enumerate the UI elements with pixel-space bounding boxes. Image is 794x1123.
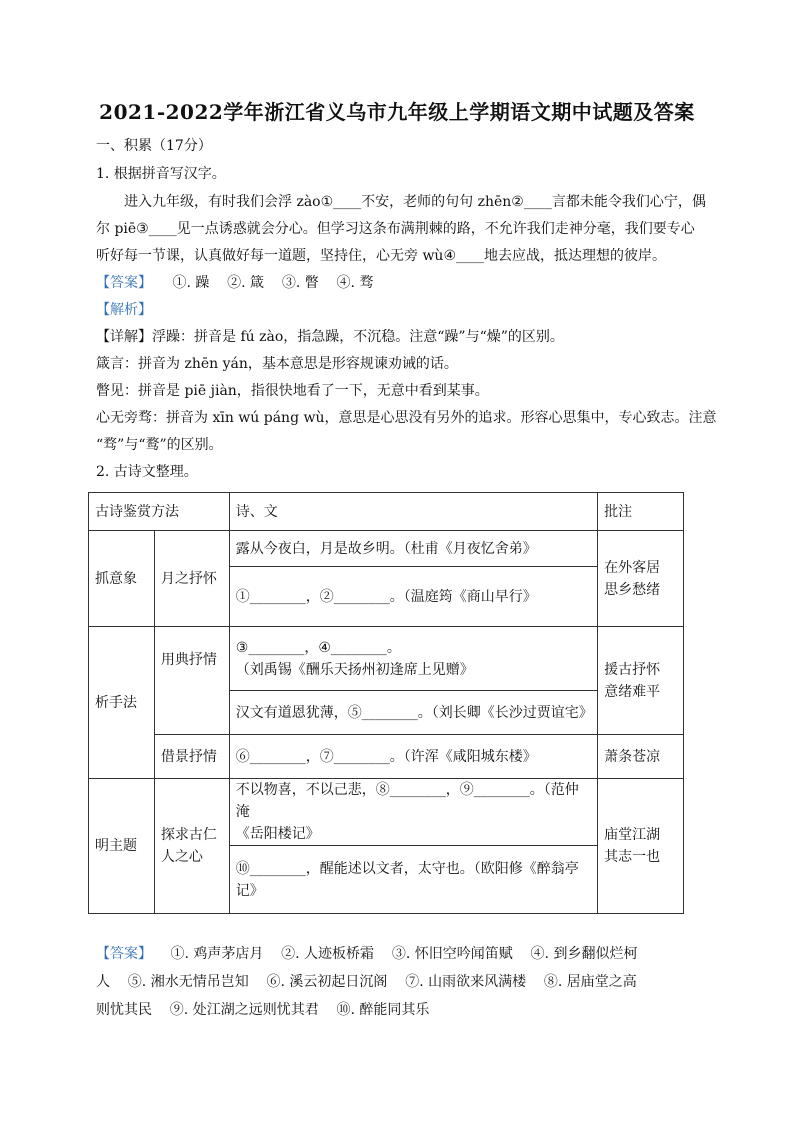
header-method: 古诗鉴赏方法	[89, 493, 230, 531]
note-line: 意绪难平	[604, 683, 661, 700]
answer-row	[96, 273, 373, 293]
note-line: 援古抒怀	[604, 661, 661, 678]
detail-row-1	[96, 327, 564, 347]
method-cell: 明主题	[89, 779, 155, 914]
answer-tag: 【答案】	[96, 275, 152, 291]
q2-answer-row-1	[96, 944, 637, 964]
detail-text-4b: “骛”与“鹜”的区别。	[96, 437, 223, 453]
sub-method-cell: 月之抒怀	[154, 531, 229, 627]
answer-text: ①. 躁 ②. 箴 ③. 瞥 ④. 骛	[172, 275, 374, 291]
note-line: 庙堂江湖	[604, 827, 661, 843]
poem-line: 不以物喜，不以己悲，⑧________，⑨________。（范仲淹	[235, 782, 579, 820]
table-row	[89, 779, 684, 846]
method-cell: 析手法	[89, 627, 155, 779]
note-line: 思乡愁绪	[604, 581, 661, 598]
poem-line: （刘禹锡《酬乐天扬州初逢席上见赠》	[235, 661, 474, 678]
header-note: 批注	[598, 493, 684, 531]
poem-cell: 汉文有道恩犹薄，⑤________。（刘长卿《长沙过贾谊宅》	[229, 691, 597, 735]
poetry-table	[88, 492, 684, 914]
note-line: 在外客居	[604, 559, 661, 576]
sub-method-line: 探求古仁	[160, 827, 217, 843]
method-cell: 抓意象	[89, 531, 155, 627]
poem-line: 记》	[235, 882, 264, 899]
note-cell	[598, 779, 684, 914]
question-1-text-line2: 尔 piē③____见一点诱惑就会分心。但学习这条布满荆棘的路，不允许我们走神分毫，我们要专心	[96, 221, 695, 237]
page-title: 2021-2022学年浙江省义乌市九年级上学期语文期中试题及答案	[99, 100, 695, 124]
q2-answer-row-3: 则忧其民 ⑨. 处江湖之远则忧其君 ⑩. 醉能同其乐	[96, 1002, 430, 1018]
poem-cell: ①________，②________。（温庭筠《商山早行》	[229, 567, 597, 627]
answer-text: ①. 鸡声茅店月 ②. 人迹板桥霜 ③. 怀旧空吟闻笛赋 ④. 到乡翻似烂柯	[170, 946, 638, 962]
note-line: 其志一也	[604, 849, 661, 865]
question-1-heading: 1. 根据拼音写汉字。	[96, 166, 226, 182]
poem-cell: ⑥________，⑦________。（许浑《咸阳城东楼》	[229, 735, 597, 779]
poem-line: 《岳阳楼记》	[235, 826, 320, 842]
question-1-text-line3: 听好每一节课，认真做好每一道题，坚持住，心无旁 wù④____地去应战，抵达理想的彼岸。	[96, 248, 666, 264]
note-cell	[598, 627, 684, 735]
detail-text-1: 浮躁：拼音是 fú zào，指急躁，不沉稳。注意“躁”与“燥”的区别。	[152, 329, 564, 345]
detail-text-2: 箴言：拼音为 zhēn yán，基本意思是形容规谏劝诫的话。	[96, 356, 458, 372]
sub-method-cell: 借景抒情	[154, 735, 229, 779]
poem-line: ③________，④________。	[235, 639, 401, 656]
q2-answer-row-2: 人 ⑤. 湘水无情吊岂知 ⑥. 溪云初起日沉阁 ⑦. 山雨欲来风满楼 ⑧. 居庙堂之高	[96, 974, 637, 990]
poem-cell: 露从今夜白，月是故乡明。（杜甫《月夜忆舍弟》	[229, 531, 597, 567]
detail-text-3: 瞥见：拼音是 piē jiàn，指很快地看了一下，无意中看到某事。	[96, 383, 489, 399]
note-cell: 萧条苍凉	[598, 735, 684, 779]
poem-cell	[229, 846, 597, 914]
sub-method-cell	[154, 779, 229, 914]
question-2-heading: 2. 古诗文整理。	[96, 464, 198, 480]
question-1-text-line1: 进入九年级，有时我们会浮 zào①____不安，老师的句句 zhēn②____言都未能令我们心宁，偶	[124, 194, 706, 210]
table-row	[89, 627, 684, 691]
section-heading: 一、积累（17分）	[96, 138, 212, 154]
header-text: 诗、文	[229, 493, 597, 531]
detail-text-4a: 心无旁骛：拼音为 xīn wú páng wù，意思是心思没有另外的追求。形容心思集中，专心致志。注意	[96, 410, 717, 426]
table-header-row	[89, 493, 684, 531]
poem-line: ⑩________，醒能述以文者，太守也。（欧阳修《醉翁亭	[235, 860, 579, 877]
poem-cell	[229, 779, 597, 846]
table-row	[89, 735, 684, 779]
sub-method-line: 人之心	[160, 849, 203, 865]
poem-cell	[229, 627, 597, 691]
analysis-tag: 【解析】	[96, 302, 152, 318]
table-row	[89, 531, 684, 567]
answer-tag: 【答案】	[96, 946, 152, 962]
note-cell	[598, 531, 684, 627]
sub-method-cell: 用典抒情	[154, 627, 229, 735]
detail-tag: 【详解】	[96, 329, 152, 345]
